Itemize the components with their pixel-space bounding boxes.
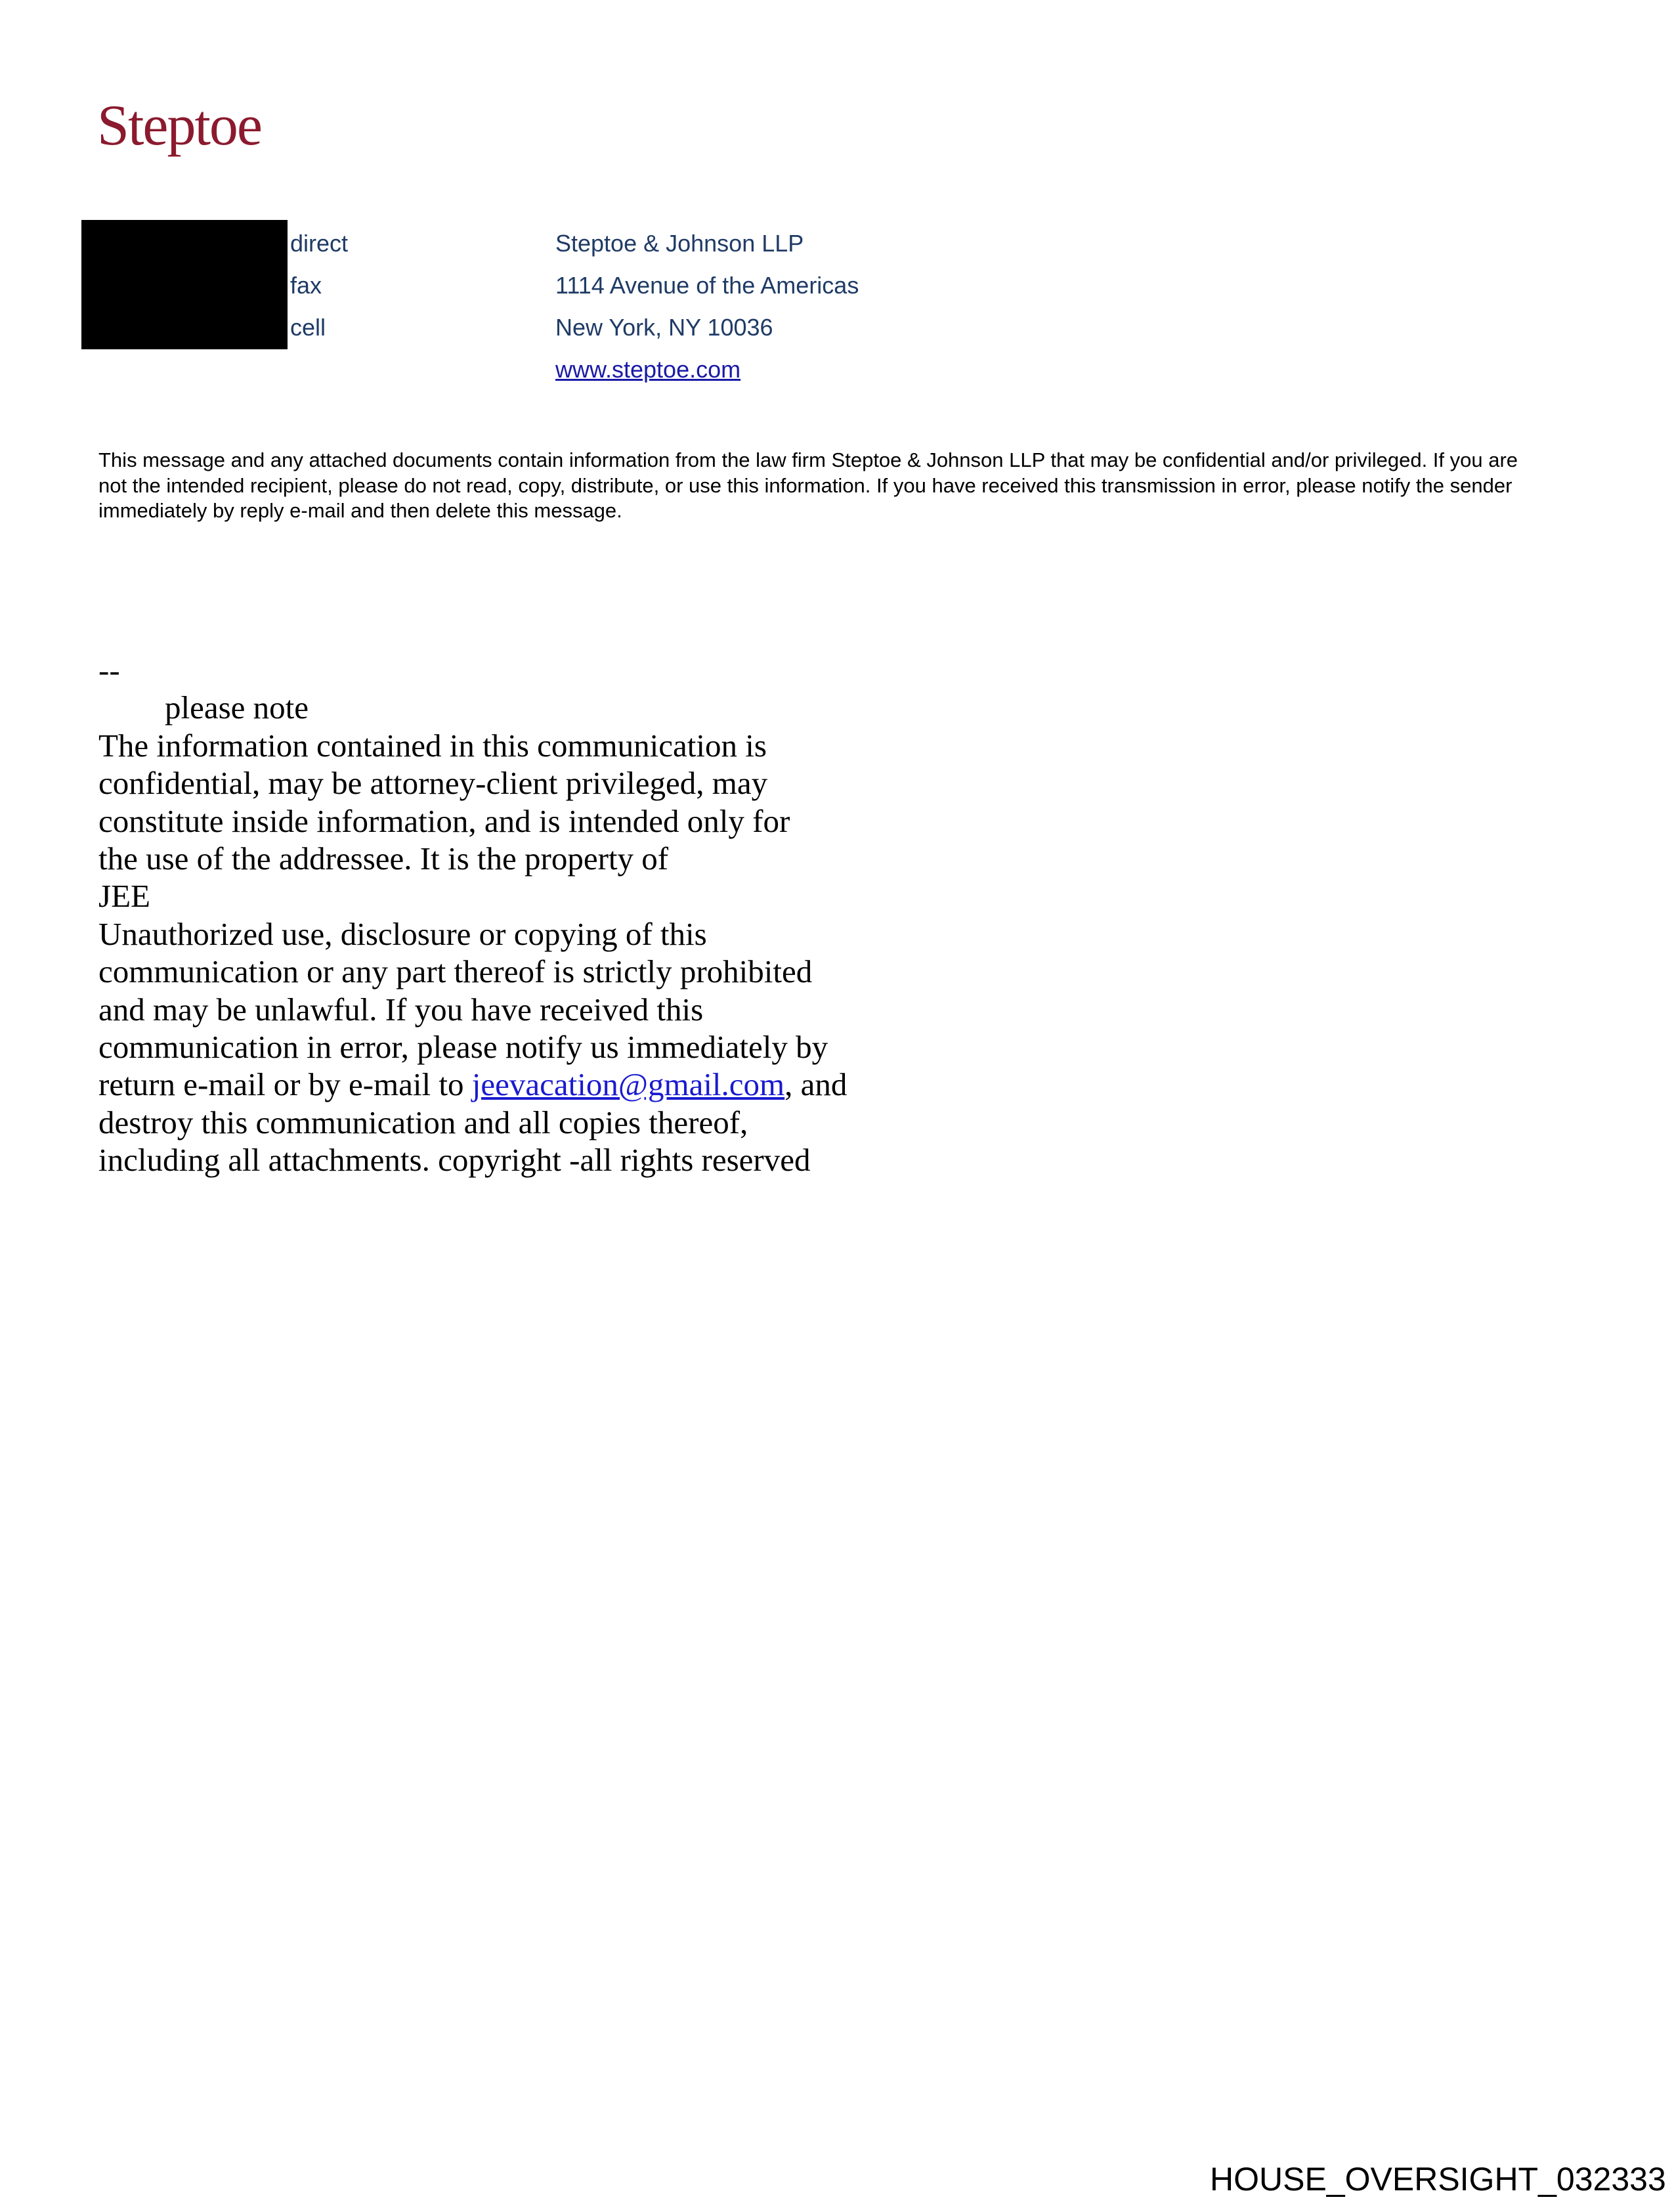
firm-address bbox=[555, 223, 859, 391]
body-line: destroy this communication and all copies thereof, bbox=[98, 1104, 748, 1140]
website-link[interactable]: www.steptoe.com bbox=[555, 356, 741, 383]
redaction-box bbox=[81, 220, 288, 349]
body-line: communication or any part thereof is strictly prohibited bbox=[98, 953, 813, 990]
label-direct: direct bbox=[290, 230, 349, 257]
label-cell: cell bbox=[290, 314, 326, 341]
body-line: constitute inside information, and is intended only for bbox=[98, 802, 790, 839]
body-line: The information contained in this communication is bbox=[98, 727, 767, 764]
email-suffix: , and bbox=[784, 1066, 848, 1103]
body-line: please note bbox=[165, 689, 309, 726]
bates-number: HOUSE_OVERSIGHT_032333 bbox=[1210, 2161, 1666, 2198]
steptoe-logo: Steptoe bbox=[97, 94, 261, 158]
body-line: and may be unlawful. If you have received this bbox=[98, 991, 704, 1028]
body-line: Unauthorized use, disclosure or copying of this bbox=[98, 915, 707, 952]
body-line: JEE bbox=[98, 878, 150, 915]
body-line: the use of the addressee. It is the property of bbox=[98, 840, 669, 877]
body-line: including all attachments. copyright -all rights reserved bbox=[98, 1142, 811, 1179]
email-link[interactable]: jeevacation@gmail.com bbox=[471, 1066, 785, 1103]
label-fax: fax bbox=[290, 272, 322, 299]
street-address: 1114 Avenue of the Americas bbox=[555, 272, 859, 299]
body-line: confidential, may be attorney-client privileged, may bbox=[98, 765, 768, 802]
email-prefix: return e-mail or by e-mail to bbox=[98, 1066, 472, 1103]
separator: -- bbox=[98, 652, 120, 688]
legal-disclaimer: This message and any attached documents contain information from the law firm Steptoe & Johnson LLP that may be confidential and/or privileged. If you are not the intended recipient, please do not read, copy, distribute, or use this information. If you have received this transmission in error, please notify the sender immediately by reply e-mail and then delete this message. bbox=[98, 448, 1518, 522]
body-line: communication in error, please notify us immediately by bbox=[98, 1029, 828, 1066]
body-line-email bbox=[98, 1066, 952, 1103]
city-state-zip: New York, NY 10036 bbox=[555, 314, 773, 341]
message-body bbox=[98, 651, 952, 1179]
contact-labels bbox=[290, 223, 348, 349]
firm-name: Steptoe & Johnson LLP bbox=[555, 230, 804, 257]
